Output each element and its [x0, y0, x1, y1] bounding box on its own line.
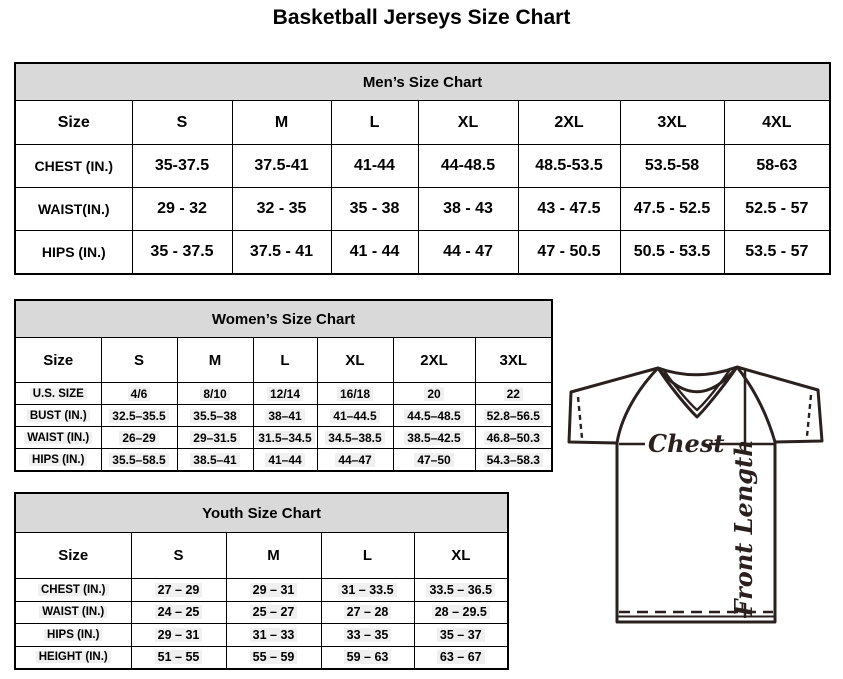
womens-cell: [317, 383, 393, 405]
mens-row-label-text: CHEST (IN.): [34, 158, 114, 174]
mens-cell: [724, 145, 830, 188]
mens-cell-value: 43 - 47.5: [537, 200, 601, 217]
mens-row-label: [15, 188, 132, 231]
mens-header-band: [15, 63, 830, 101]
mens-cell-value: 41 - 44: [349, 243, 400, 260]
womens-cell: [253, 449, 317, 472]
womens-cell: [475, 449, 552, 472]
mens-cell: [724, 188, 830, 231]
womens-cell: [475, 383, 552, 405]
womens-cell-value: 31.5–34.5: [255, 431, 314, 445]
youth-row-label: [15, 601, 131, 624]
youth-cell-value: 59 – 63: [344, 650, 392, 664]
youth-cell: [226, 601, 321, 624]
womens-cell-value: 32.5–35.5: [109, 409, 168, 423]
womens-cell-value: 54.3–58.3: [484, 453, 543, 467]
mens-row-2: [15, 231, 830, 275]
youth-cell: [414, 624, 508, 647]
mens-cell-value: 47 - 50.5: [537, 243, 601, 260]
mens-column-header-6: 3XL: [620, 101, 724, 145]
womens-cell-value: 22: [504, 387, 523, 401]
jersey-diagram: [556, 356, 840, 628]
womens-size-chart-table: [14, 299, 553, 472]
mens-cell: [620, 231, 724, 275]
mens-cell-value: 48.5-53.5: [535, 157, 603, 174]
mens-column-header-row: [15, 101, 830, 145]
youth-cell-value: 33 – 35: [344, 628, 392, 642]
youth-cell: [131, 601, 226, 624]
womens-column-header-5: 2XL: [393, 338, 475, 383]
mens-cell: [620, 145, 724, 188]
womens-cell: [101, 449, 177, 472]
mens-row-label: [15, 145, 132, 188]
mens-cell-value: 38 - 43: [443, 200, 493, 217]
womens-cell: [475, 427, 552, 449]
youth-cell: [131, 624, 226, 647]
womens-row-3: [15, 449, 552, 472]
womens-row-1: [15, 405, 552, 427]
mens-cell: [331, 145, 418, 188]
mens-cell: [518, 145, 620, 188]
youth-column-header-3: L: [321, 533, 414, 579]
womens-cell-value: 26–29: [119, 431, 158, 445]
womens-column-header-1: S: [101, 338, 177, 383]
youth-cell-value: 51 – 55: [155, 650, 203, 664]
womens-chart-title: Women’s Size Chart: [15, 300, 552, 338]
womens-cell: [253, 405, 317, 427]
youth-cell-value: 31 – 33: [250, 628, 298, 642]
youth-cell: [414, 601, 508, 624]
mens-column-header-5: 2XL: [518, 101, 620, 145]
youth-row-3: [15, 646, 508, 669]
womens-cell-value: 16/18: [337, 387, 373, 401]
youth-column-header-1: S: [131, 533, 226, 579]
womens-column-header-row: [15, 338, 552, 383]
mens-cell: [232, 188, 331, 231]
womens-row-label: [15, 427, 101, 449]
womens-cell-value: 4/6: [128, 387, 151, 401]
mens-cell-value: 29 - 32: [157, 200, 207, 217]
youth-column-header-4: XL: [414, 533, 508, 579]
womens-cell-value: 8/10: [200, 387, 229, 401]
womens-cell: [177, 383, 253, 405]
mens-column-header-0: Size: [15, 101, 132, 145]
womens-row-label: [15, 405, 101, 427]
youth-cell-value: 25 – 27: [250, 605, 298, 619]
womens-column-header-2: M: [177, 338, 253, 383]
mens-cell-value: 52.5 - 57: [745, 200, 809, 217]
mens-size-chart-table: [14, 62, 831, 275]
womens-cell: [177, 405, 253, 427]
womens-cell-value: 44.5–48.5: [404, 409, 463, 423]
womens-cell-value: 41–44: [265, 453, 304, 467]
mens-cell-value: 44 - 47: [443, 243, 493, 260]
youth-cell-value: 29 – 31: [155, 628, 203, 642]
mens-row-0: [15, 145, 830, 188]
youth-chart-title: Youth Size Chart: [15, 493, 508, 533]
womens-column-header-0: Size: [15, 338, 101, 383]
mens-cell-value: 35 - 38: [349, 200, 400, 217]
mens-cell-value: 35-37.5: [154, 157, 210, 174]
womens-cell-value: 46.8–50.3: [484, 431, 543, 445]
youth-cell: [321, 646, 414, 669]
mens-column-header-3: L: [331, 101, 418, 145]
mens-cell-value: 50.5 - 53.5: [633, 243, 711, 260]
youth-row-1: [15, 601, 508, 624]
womens-cell-value: 20: [424, 387, 443, 401]
mens-cell-value: 37.5-41: [254, 157, 309, 174]
womens-cell-value: 35.5–38: [190, 409, 239, 423]
mens-cell: [724, 231, 830, 275]
mens-cell: [232, 231, 331, 275]
womens-cell-value: 12/14: [267, 387, 303, 401]
womens-column-header-3: L: [253, 338, 317, 383]
mens-column-header-7: 4XL: [724, 101, 830, 145]
womens-cell-value: 52.8–56.5: [484, 409, 543, 423]
youth-cell: [226, 646, 321, 669]
mens-cell: [132, 188, 232, 231]
mens-cell-value: 53.5 - 57: [745, 243, 809, 260]
womens-cell: [393, 427, 475, 449]
youth-cell-value: 27 – 29: [155, 583, 203, 597]
youth-cell-value: 28 – 29.5: [432, 605, 490, 619]
womens-cell: [317, 405, 393, 427]
mens-row-label-text: WAIST(IN.): [37, 201, 110, 217]
mens-cell-value: 41-44: [354, 157, 395, 174]
youth-row-label: [15, 624, 131, 647]
youth-cell: [131, 646, 226, 669]
womens-cell: [393, 383, 475, 405]
youth-cell: [321, 624, 414, 647]
womens-header-band: [15, 300, 552, 338]
mens-cell-value: 35 - 37.5: [150, 243, 214, 260]
womens-cell: [393, 405, 475, 427]
womens-row-label-text: U.S. SIZE: [30, 388, 87, 400]
youth-column-header-2: M: [226, 533, 321, 579]
youth-cell: [414, 646, 508, 669]
youth-cell-value: 55 – 59: [250, 650, 298, 664]
womens-column-header-6: 3XL: [475, 338, 552, 383]
mens-cell-value: 37.5 - 41: [249, 243, 314, 260]
mens-column-header-1: S: [132, 101, 232, 145]
mens-chart-title: Men’s Size Chart: [15, 63, 830, 101]
youth-row-0: [15, 579, 508, 602]
youth-header-band: [15, 493, 508, 533]
womens-cell: [177, 449, 253, 472]
youth-row-label-text: HEIGHT (IN.): [36, 651, 111, 663]
youth-column-header-row: [15, 533, 508, 579]
youth-cell: [321, 601, 414, 624]
womens-row-0: [15, 383, 552, 405]
youth-cell-value: 35 – 37: [437, 628, 485, 642]
womens-cell: [253, 383, 317, 405]
mens-row-1: [15, 188, 830, 231]
youth-row-label: [15, 646, 131, 669]
mens-cell: [132, 145, 232, 188]
youth-cell-value: 29 – 31: [250, 583, 298, 597]
mens-column-header-2: M: [232, 101, 331, 145]
womens-cell-value: 38.5–41: [190, 453, 239, 467]
mens-cell: [132, 231, 232, 275]
mens-cell: [620, 188, 724, 231]
youth-cell: [321, 579, 414, 602]
womens-row-2: [15, 427, 552, 449]
womens-row-label-text: HIPS (IN.): [29, 454, 87, 466]
mens-cell-value: 32 - 35: [256, 200, 307, 217]
mens-cell: [518, 231, 620, 275]
womens-row-label: [15, 449, 101, 472]
womens-cell: [317, 427, 393, 449]
mens-cell: [232, 145, 331, 188]
youth-cell: [226, 624, 321, 647]
womens-cell-value: 29–31.5: [190, 431, 239, 445]
youth-row-label: [15, 579, 131, 602]
youth-cell: [131, 579, 226, 602]
womens-row-label-text: WAIST (IN.): [24, 432, 92, 444]
mens-cell: [418, 231, 518, 275]
youth-size-chart-table: [14, 492, 509, 670]
mens-row-label-text: HIPS (IN.): [41, 244, 106, 260]
youth-cell: [226, 579, 321, 602]
womens-cell: [101, 383, 177, 405]
youth-cell-value: 24 – 25: [155, 605, 203, 619]
mens-column-header-4: XL: [418, 101, 518, 145]
womens-row-label-text: BUST (IN.): [27, 410, 90, 422]
youth-cell-value: 63 – 67: [437, 650, 485, 664]
womens-cell-value: 47–50: [414, 453, 453, 467]
mens-cell: [518, 188, 620, 231]
womens-cell: [393, 449, 475, 472]
womens-cell: [253, 427, 317, 449]
womens-cell: [317, 449, 393, 472]
youth-cell-value: 31 – 33.5: [338, 583, 396, 597]
youth-row-label-text: CHEST (IN.): [38, 584, 109, 596]
youth-cell: [414, 579, 508, 602]
womens-cell: [177, 427, 253, 449]
womens-cell-value: 38–41: [265, 409, 304, 423]
mens-row-label: [15, 231, 132, 275]
youth-row-label-text: HIPS (IN.): [44, 629, 102, 641]
youth-row-label-text: WAIST (IN.): [39, 606, 107, 618]
mens-cell: [331, 188, 418, 231]
mens-cell: [331, 231, 418, 275]
womens-cell: [101, 405, 177, 427]
womens-cell-value: 41–44.5: [330, 409, 379, 423]
mens-cell-value: 53.5-58: [644, 157, 700, 174]
front-length-label: Front Length: [729, 439, 758, 617]
womens-cell-value: 34.5–38.5: [325, 431, 384, 445]
womens-cell: [101, 427, 177, 449]
youth-cell-value: 27 – 28: [344, 605, 392, 619]
womens-row-label: [15, 383, 101, 405]
womens-column-header-4: XL: [317, 338, 393, 383]
mens-cell-value: 47.5 - 52.5: [633, 200, 711, 217]
womens-cell-value: 35.5–58.5: [109, 453, 168, 467]
youth-row-2: [15, 624, 508, 647]
womens-cell-value: 38.5–42.5: [404, 431, 463, 445]
youth-column-header-0: Size: [15, 533, 131, 579]
jersey-diagram-svg: [556, 356, 840, 628]
mens-cell: [418, 188, 518, 231]
mens-cell-value: 58-63: [756, 157, 798, 174]
womens-cell-value: 44–47: [335, 453, 374, 467]
youth-cell-value: 33.5 – 36.5: [426, 583, 495, 597]
womens-cell: [475, 405, 552, 427]
mens-cell-value: 44-48.5: [440, 157, 496, 174]
page-title: Basketball Jerseys Size Chart: [272, 6, 571, 29]
chest-label: Chest: [648, 429, 725, 458]
mens-cell: [418, 145, 518, 188]
